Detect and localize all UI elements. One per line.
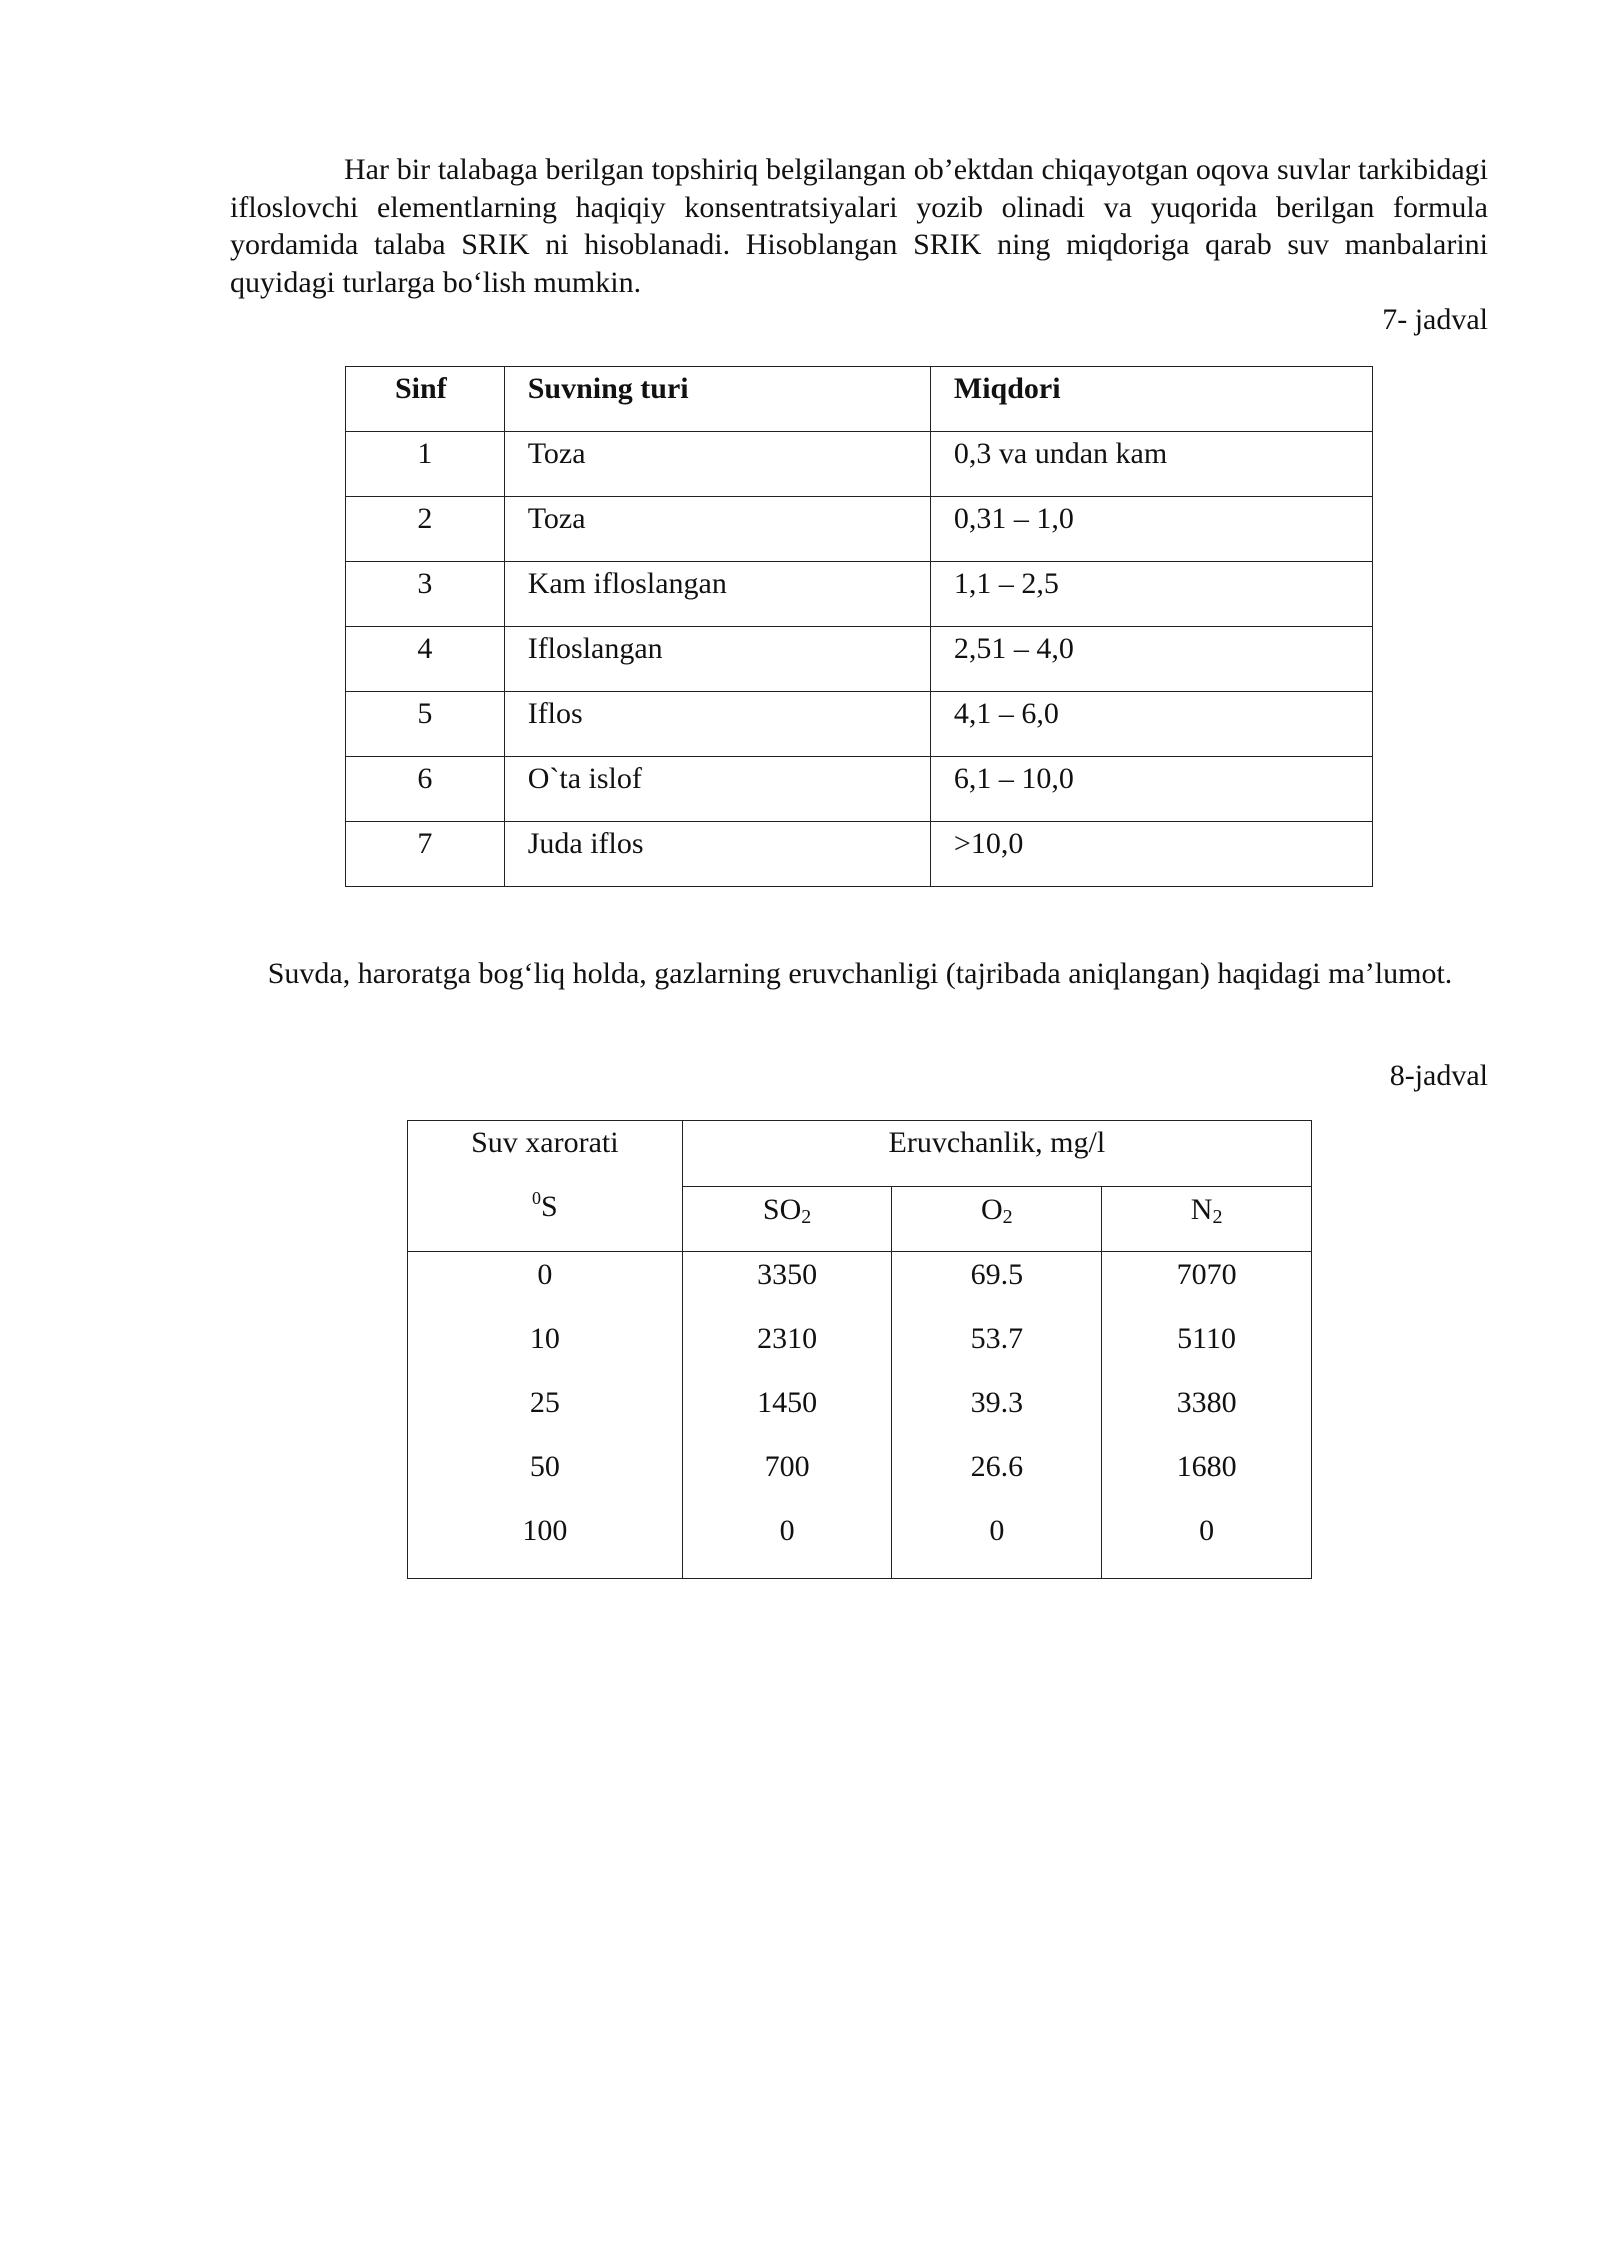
header-suvning-turi: Suvning turi bbox=[504, 367, 930, 432]
cell-suvning-turi: O`ta islof bbox=[504, 757, 930, 822]
cell-sinf: 2 bbox=[346, 497, 505, 562]
table-row bbox=[408, 1508, 1312, 1579]
table-row bbox=[408, 1316, 1312, 1380]
cell-so2: 2310 bbox=[682, 1316, 892, 1380]
cell-suvning-turi: Toza bbox=[504, 497, 930, 562]
cell-miqdori: 6,1 – 10,0 bbox=[930, 757, 1372, 822]
cell-temperature: 10 bbox=[408, 1316, 683, 1380]
header-sinf: Sinf bbox=[346, 367, 505, 432]
table-header-row bbox=[346, 367, 1373, 432]
table-row bbox=[346, 627, 1373, 692]
cell-sinf: 5 bbox=[346, 692, 505, 757]
cell-o2: 39.3 bbox=[892, 1380, 1102, 1444]
cell-temperature: 50 bbox=[408, 1444, 683, 1508]
gas-solubility-table bbox=[407, 1120, 1312, 1579]
cell-so2: 700 bbox=[682, 1444, 892, 1508]
cell-suvning-turi: Ifloslangan bbox=[504, 627, 930, 692]
intro-text: Har bir talabaga berilgan topshiriq belgilangan ob’ektdan chiqayotgan oqova suvlar tarkibidagi ifloslovchi elementlarning haqiqiy konsentratsiyalari yozib olinadi va yuqorida berilgan formula yordamida talaba SRIK ni hisoblanadi. Hisoblangan SRIK ning miqdoriga qarab suv manbalarini quyidagi turlarga bo‘lish mumkin. bbox=[230, 153, 1488, 299]
section-title: Suvda, haroratga bog‘liq holda, gazlarning eruvchanligi (tajribada aniqlangan) haqidagi ma’lumot. bbox=[267, 957, 1453, 990]
header-temp-unit: $^0$S bbox=[532, 1188, 558, 1223]
cell-n2: 7070 bbox=[1102, 1252, 1312, 1317]
cell-o2: 26.6 bbox=[892, 1444, 1102, 1508]
header-water-temperature bbox=[408, 1121, 683, 1252]
header-gas-n2: $N_2$ bbox=[1102, 1186, 1312, 1252]
cell-n2: 1680 bbox=[1102, 1444, 1312, 1508]
table-row bbox=[346, 432, 1373, 497]
cell-o2: 69.5 bbox=[892, 1252, 1102, 1317]
cell-o2: 0 bbox=[892, 1508, 1102, 1579]
cell-n2: 0 bbox=[1102, 1508, 1312, 1579]
cell-temperature: 100 bbox=[408, 1508, 683, 1579]
header-gas-so2: $SO_2$ bbox=[682, 1186, 892, 1252]
cell-sinf: 6 bbox=[346, 757, 505, 822]
cell-sinf: 7 bbox=[346, 822, 505, 887]
cell-miqdori: 1,1 – 2,5 bbox=[930, 562, 1372, 627]
cell-miqdori: 0,3 va undan kam bbox=[930, 432, 1372, 497]
table-header-row bbox=[408, 1121, 1312, 1187]
cell-n2: 3380 bbox=[1102, 1380, 1312, 1444]
table-row bbox=[408, 1380, 1312, 1444]
degree-sup: 0 bbox=[532, 1188, 541, 1208]
cell-so2: 0 bbox=[682, 1508, 892, 1579]
table-7-caption: 7- jadval bbox=[1382, 303, 1488, 336]
header-solubility-group: Eruvchanlik, mg/l bbox=[682, 1121, 1311, 1187]
cell-suvning-turi: Juda iflos bbox=[504, 822, 930, 887]
cell-o2: 53.7 bbox=[892, 1316, 1102, 1380]
cell-suvning-turi: Kam ifloslangan bbox=[504, 562, 930, 627]
table-row bbox=[408, 1444, 1312, 1508]
cell-n2: 5110 bbox=[1102, 1316, 1312, 1380]
table-row bbox=[346, 497, 1373, 562]
water-class-table bbox=[345, 366, 1373, 887]
table-row bbox=[346, 757, 1373, 822]
header-gas-o2: $O_2$ bbox=[892, 1186, 1102, 1252]
table-row bbox=[408, 1252, 1312, 1317]
cell-sinf: 4 bbox=[346, 627, 505, 692]
header-miqdori: Miqdori bbox=[930, 367, 1372, 432]
cell-miqdori: 0,31 – 1,0 bbox=[930, 497, 1372, 562]
table-row bbox=[346, 692, 1373, 757]
cell-so2: 3350 bbox=[682, 1252, 892, 1317]
intro-paragraph bbox=[230, 151, 1488, 301]
cell-so2: 1450 bbox=[682, 1380, 892, 1444]
cell-suvning-turi: Toza bbox=[504, 432, 930, 497]
cell-miqdori: 4,1 – 6,0 bbox=[930, 692, 1372, 757]
table-row bbox=[346, 562, 1373, 627]
cell-sinf: 1 bbox=[346, 432, 505, 497]
cell-temperature: 0 bbox=[408, 1252, 683, 1317]
cell-miqdori: >10,0 bbox=[930, 822, 1372, 887]
cell-miqdori: 2,51 – 4,0 bbox=[930, 627, 1372, 692]
cell-sinf: 3 bbox=[346, 562, 505, 627]
header-temp-label: Suv xarorati bbox=[471, 1126, 619, 1159]
table-8-caption: 8-jadval bbox=[1389, 1059, 1488, 1092]
cell-temperature: 25 bbox=[408, 1380, 683, 1444]
table-row bbox=[346, 822, 1373, 887]
cell-suvning-turi: Iflos bbox=[504, 692, 930, 757]
